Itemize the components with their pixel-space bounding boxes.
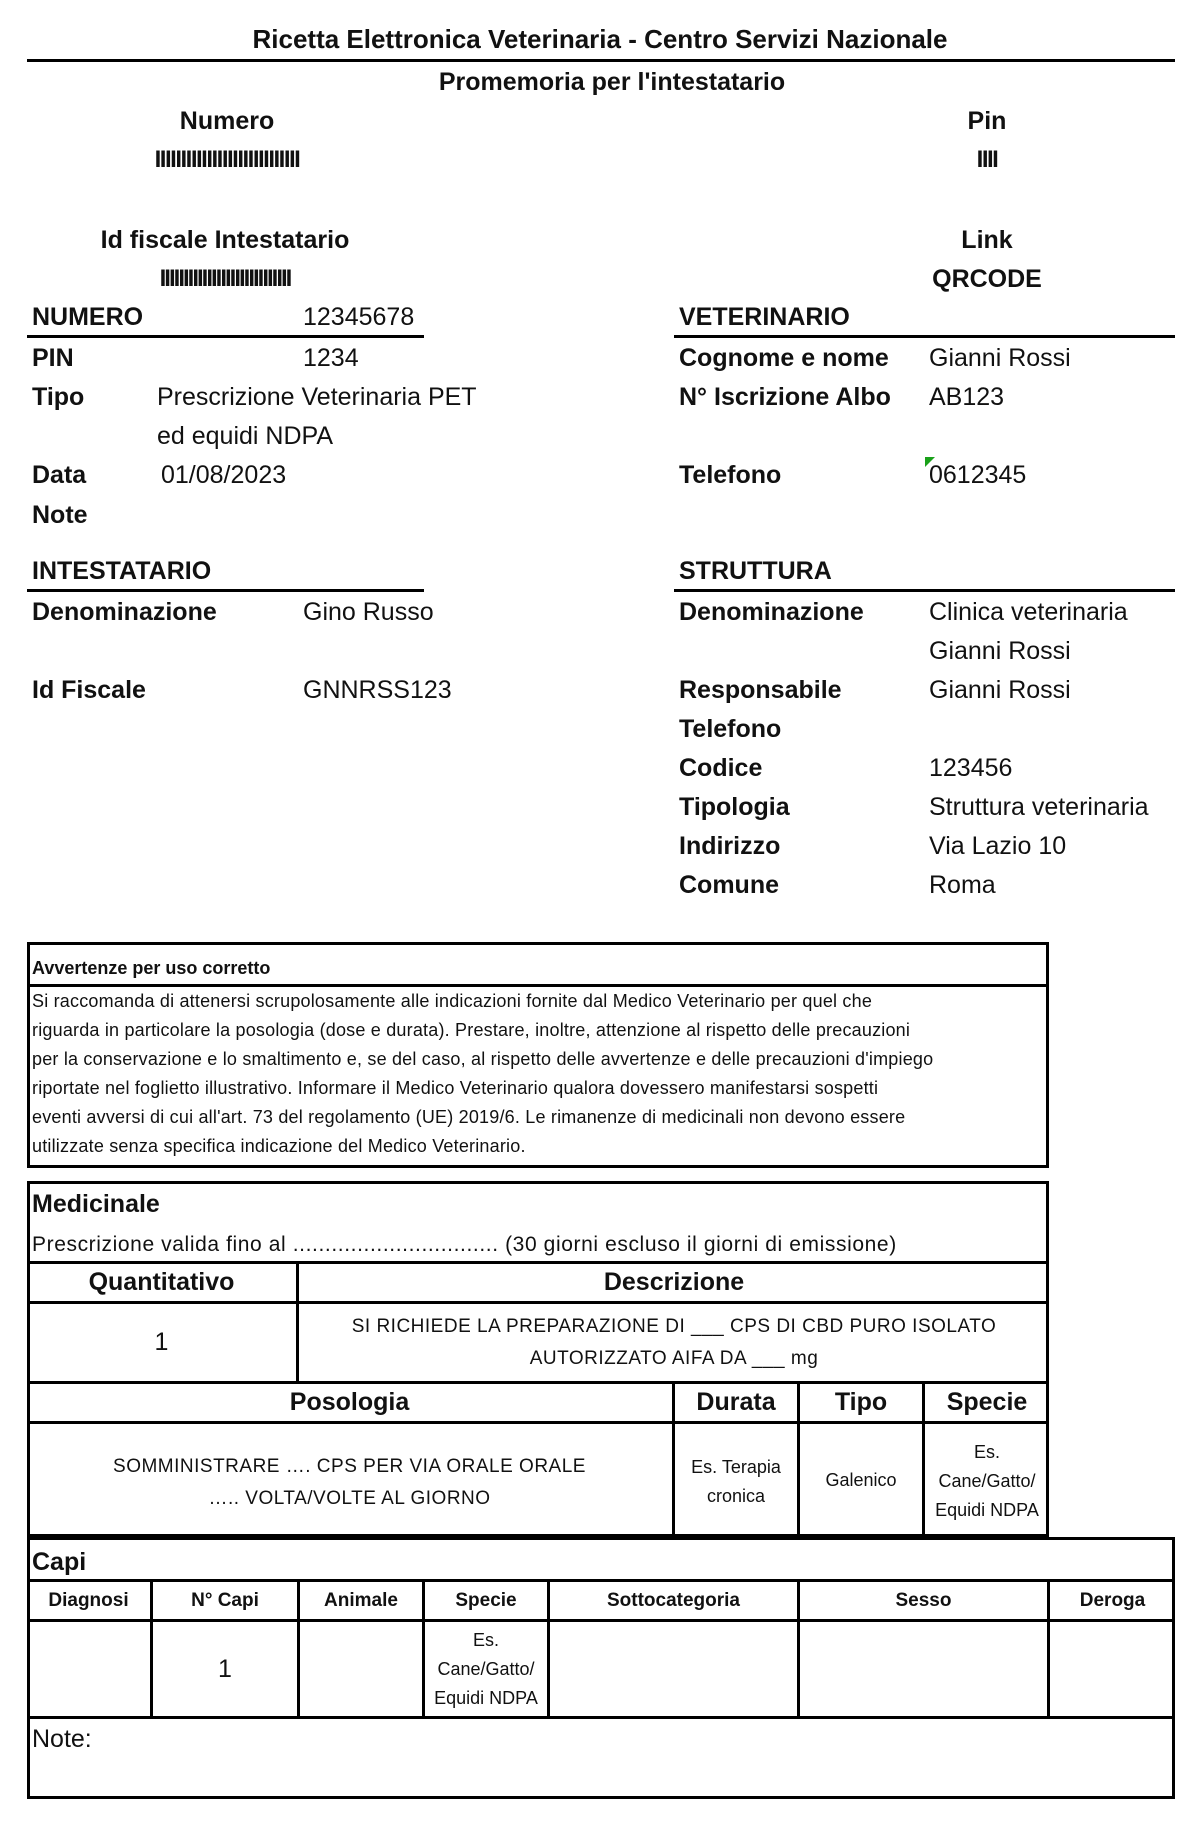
idfiscale-barcode-label: Id fiscale Intestatario — [100, 226, 350, 254]
specie-header: Specie — [946, 1388, 1028, 1416]
ricetta-pin-value: 1234 — [303, 344, 359, 372]
veterinario-nome-label: Cognome e nome — [679, 344, 889, 372]
avvertenze-line-4: riportate nel foglietto illustrativo. Informare il Medico Veterinario qualora dovessero manifestarsi sospetti — [32, 1078, 879, 1098]
struttura-comune-value: Roma — [929, 871, 996, 899]
capi-row-bottom — [27, 1716, 1175, 1719]
numero-barcode-label: Numero — [179, 107, 275, 135]
ricetta-pin-label: PIN — [32, 344, 74, 372]
avvertenze-line-2: riguarda in particolare la posologia (dose e durata). Prestare, inoltre, attenzione al rispetto delle precauzioni — [32, 1020, 911, 1040]
ricetta-tipo-line2: ed equidi NDPA — [157, 422, 334, 450]
descrizione-header: Descrizione — [603, 1268, 745, 1296]
capi-header-specie: Specie — [455, 1589, 517, 1611]
capi-title: Capi — [32, 1548, 87, 1576]
struttura-tipologia-label: Tipologia — [679, 793, 790, 821]
struttura-denominazione-line1: Clinica veterinaria — [929, 598, 1128, 626]
capi-header-deroga: Deroga — [1079, 1589, 1146, 1611]
struttura-indirizzo-label: Indirizzo — [679, 832, 781, 860]
descrizione-line1: SI RICHIEDE LA PREPARAZIONE DI ___ CPS DI CBD PURO ISOLATO — [351, 1316, 997, 1337]
struttura-indirizzo-value: Via Lazio 10 — [929, 832, 1067, 860]
avvertenze-line-1: Si raccomanda di attenersi scrupolosamente alle indicazioni fornite dal Medico Veterinario per quel che — [32, 991, 873, 1011]
struttura-denominazione-line2: Gianni Rossi — [929, 637, 1071, 665]
link-label: Link — [961, 226, 1013, 254]
capi-header-diagnosi: Diagnosi — [48, 1589, 129, 1611]
tipo-header: Tipo — [834, 1388, 888, 1416]
pin-barcode-label: Pin — [967, 107, 1007, 135]
capi-header-sottocategoria: Sottocategoria — [606, 1589, 741, 1611]
ricetta-data-label: Data — [32, 461, 87, 489]
ricetta-tipo-label: Tipo — [32, 383, 85, 411]
struttura-codice-value: 123456 — [929, 754, 1013, 782]
specie-line3: Equidi NDPA — [935, 1500, 1039, 1520]
capi-header-sesso: Sesso — [895, 1589, 952, 1611]
avvertenze-line-6: utilizzate senza specifica indicazione del Medico Veterinario. — [32, 1136, 526, 1156]
struttura-section-title: STRUTTURA — [679, 557, 832, 585]
capi-specie-line2: Cane/Gatto/ — [437, 1659, 535, 1679]
ricetta-note-label: Note — [32, 501, 88, 529]
veterinario-telefono-label: Telefono — [679, 461, 782, 489]
quantitativo-header: Quantitativo — [88, 1268, 235, 1296]
quantitativo-value: 1 — [154, 1328, 169, 1356]
veterinario-underline — [674, 335, 1175, 338]
qrcode-label: QRCODE — [932, 265, 1042, 293]
numero-underline — [27, 335, 424, 338]
capi-deroga-value — [1050, 1622, 1175, 1716]
struttura-denominazione-label: Denominazione — [679, 598, 864, 626]
specie-line2: Cane/Gatto/ — [938, 1471, 1036, 1491]
capi-specie-line1: Es. — [472, 1630, 499, 1650]
capi-diagnosi-value — [27, 1622, 150, 1716]
medicinale-title: Medicinale — [32, 1190, 160, 1218]
veterinario-nome-value: Gianni Rossi — [929, 344, 1071, 372]
veterinario-telefono-value: 0612345 — [929, 461, 1027, 489]
capi-animale-value — [300, 1622, 422, 1716]
posologia-line1: SOMMINISTRARE …. CPS PER VIA ORALE ORALE — [113, 1456, 586, 1477]
capi-ncapi-value: 1 — [218, 1654, 232, 1683]
veterinario-albo-label: N° Iscrizione Albo — [679, 383, 891, 411]
struttura-tipologia-value: Struttura veterinaria — [929, 793, 1149, 821]
intestatario-underline — [27, 589, 424, 592]
idfiscale-barcode: IIIIIIIIIIIIIIIIIIIIIIIIIIII — [159, 265, 291, 292]
intestatario-section-title: INTESTATARIO — [32, 557, 212, 585]
struttura-responsabile-label: Responsabile — [679, 676, 842, 704]
ricetta-data-value: 01/08/2023 — [161, 461, 287, 489]
ricetta-numero-label: NUMERO — [32, 303, 144, 331]
avvertenze-line-5: eventi avversi di cui all'art. 73 del regolamento (UE) 2019/6. Le rimanenze di medicinali non devono essere — [32, 1107, 906, 1127]
durata-line1: Es. Terapia — [691, 1457, 781, 1477]
capi-sottocategoria-value — [550, 1622, 797, 1716]
struttura-codice-label: Codice — [679, 754, 763, 782]
capi-note-label: Note: — [32, 1725, 92, 1753]
intestatario-denominazione-label: Denominazione — [32, 598, 217, 626]
struttura-underline — [674, 589, 1175, 592]
medicinale-validita: Prescrizione valida fino al ................................ (30 giorni escluso il giorni di emissione) — [32, 1233, 897, 1256]
capi-header-animale: Animale — [324, 1589, 398, 1611]
tipo-value: Galenico — [825, 1470, 897, 1490]
descrizione-line2: AUTORIZZATO AIFA DA ___ mg — [529, 1348, 819, 1369]
document-title: Ricetta Elettronica Veterinaria - Centro Servizi Nazionale — [252, 24, 948, 54]
intestatario-idfiscale-value: GNNRSS123 — [303, 676, 452, 704]
intestatario-idfiscale-label: Id Fiscale — [32, 676, 146, 704]
ricetta-numero-value: 12345678 — [303, 303, 415, 331]
durata-header: Durata — [696, 1388, 776, 1416]
title-underline — [27, 59, 1175, 62]
veterinario-section-title: VETERINARIO — [679, 303, 850, 331]
veterinario-albo-value: AB123 — [929, 383, 1005, 411]
avvertenze-line-3: per la conservazione e lo smaltimento e, se del caso, al rispetto delle avvertenze e delle precauzioni d'impiego — [32, 1049, 934, 1069]
capi-header-ncapi: N° Capi — [191, 1589, 259, 1611]
ricetta-tipo-line1: Prescrizione Veterinaria PET — [157, 383, 477, 411]
intestatario-denominazione-value: Gino Russo — [303, 598, 434, 626]
pin-barcode: IIII — [976, 146, 998, 173]
numero-barcode: IIIIIIIIIIIIIIIIIIIIIIIIIIII — [154, 146, 300, 173]
struttura-telefono-label: Telefono — [679, 715, 782, 743]
struttura-responsabile-value: Gianni Rossi — [929, 676, 1071, 704]
posologia-line2: ….. VOLTA/VOLTE AL GIORNO — [208, 1488, 491, 1509]
durata-line2: cronica — [706, 1486, 766, 1506]
capi-specie-line3: Equidi NDPA — [434, 1688, 538, 1708]
capi-sesso-value — [800, 1622, 1047, 1716]
document-subtitle: Promemoria per l'intestatario — [438, 68, 786, 96]
posologia-header: Posologia — [289, 1388, 410, 1416]
avvertenze-title-divider — [27, 984, 1049, 987]
avvertenze-title: Avvertenze per uso corretto — [32, 958, 271, 978]
specie-line1: Es. — [973, 1442, 1000, 1462]
struttura-comune-label: Comune — [679, 871, 779, 899]
